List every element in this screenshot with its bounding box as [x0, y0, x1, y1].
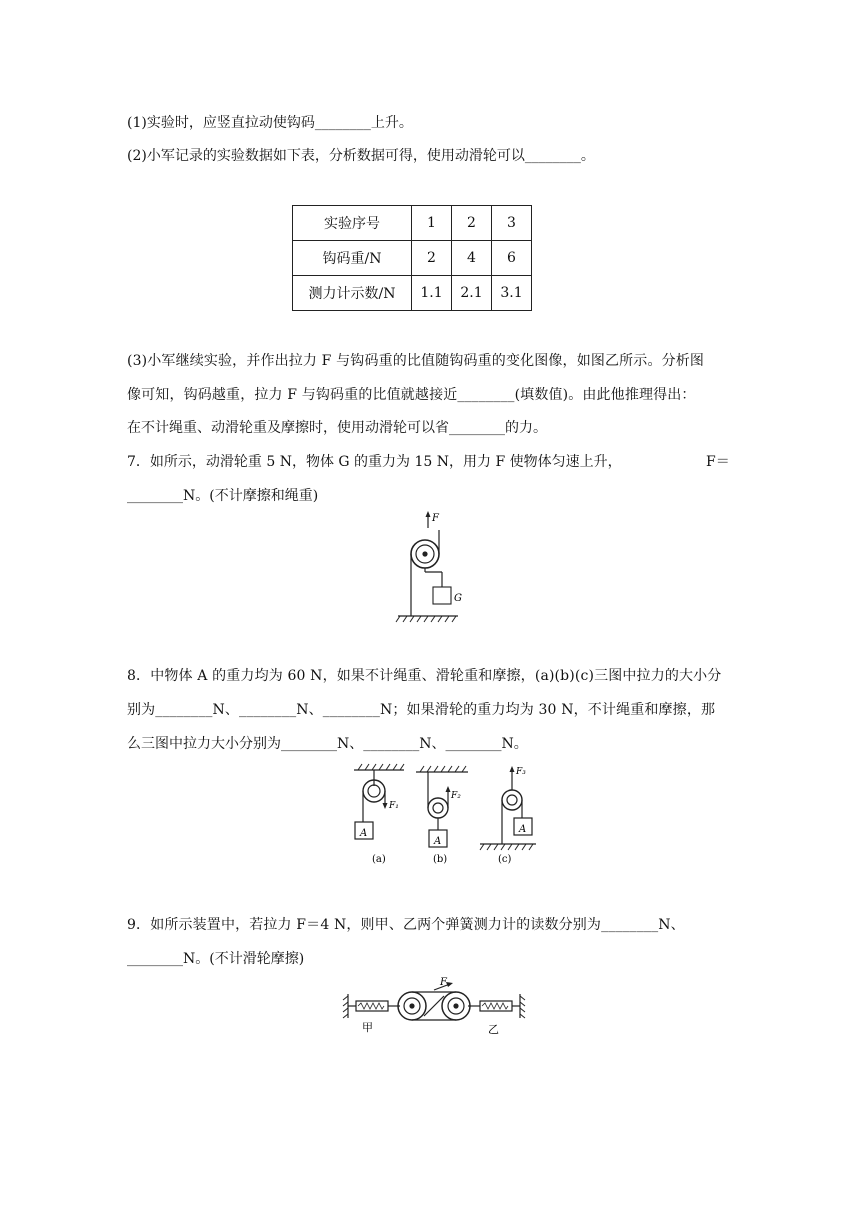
- q9-line1: 9．如所示装置中，若拉力 F＝4 N，则甲、乙两个弹簧测力计的读数分别为________N、: [127, 917, 685, 933]
- table-header-cell: 实验序号: [293, 206, 412, 241]
- q7-pulley-figure: [390, 510, 470, 625]
- q8-c-block-label: A: [519, 824, 527, 835]
- q6-part3-line2: 像可知，钩码越重，拉力 F 与钩码重的比值就越接近________(填数值)。由此他推理得出：: [127, 387, 696, 403]
- q8-c-force-label: F₃: [516, 767, 526, 777]
- q6-part2-text: (2)小军记录的实验数据如下表，分析数据可得，使用动滑轮可以________。: [127, 148, 595, 164]
- q8-line2: 别为________N、________N、________N；如果滑轮的重力均为 30 N，不计绳重和摩擦，那: [127, 702, 716, 718]
- q8-a-force-label: F₁: [389, 801, 399, 811]
- q9-line2: ________N。(不计滑轮摩擦): [127, 951, 305, 967]
- q8-c-caption: (c): [498, 854, 512, 865]
- table-cell: 2.1: [452, 276, 492, 311]
- q7-line1-answer-label: F＝: [706, 454, 730, 470]
- q8-a-block-label: A: [360, 828, 368, 839]
- table-cell: 6: [492, 241, 532, 276]
- table-cell: 1.1: [412, 276, 452, 311]
- q8-b-block-label: A: [434, 836, 442, 847]
- q6-part3-line3: 在不计绳重、动滑轮重及摩擦时，使用动滑轮可以省________的力。: [127, 420, 547, 436]
- q8-pulley-figures: [346, 760, 546, 868]
- q8-b-caption: (b): [433, 854, 448, 865]
- table-cell: 3: [492, 206, 532, 241]
- q6-part1-text: (1)实验时，应竖直拉动使钩码________上升。: [127, 115, 413, 131]
- table-cell: 2: [452, 206, 492, 241]
- q7-weight-label: G: [454, 593, 462, 604]
- q8-a-caption: (a): [372, 854, 386, 865]
- table-row: [293, 276, 532, 311]
- q8-line3: 么三图中拉力大小分别为________N、________N、________N。: [127, 736, 528, 752]
- q9-left-scale-label: 甲: [362, 1021, 373, 1034]
- table-header-cell: 测力计示数/N: [293, 276, 412, 311]
- q9-spring-scale-figure: [340, 976, 530, 1040]
- table-row: [293, 241, 532, 276]
- q7-force-label: F: [432, 513, 439, 524]
- q7-line1: 7．如所示，动滑轮重 5 N，物体 G 的重力为 15 N，用力 F 使物体匀速上升，: [127, 454, 622, 470]
- q8-b-force-label: F₂: [451, 791, 461, 801]
- q7-line2: ________N。(不计摩擦和绳重): [127, 488, 319, 504]
- table-cell: 3.1: [492, 276, 532, 311]
- q9-force-label: F: [440, 977, 447, 988]
- q8-line1: 8．中物体 A 的重力均为 60 N，如果不计绳重、滑轮重和摩擦，(a)(b)(c)三图中拉力的大小分: [127, 668, 722, 684]
- table-cell: 1: [412, 206, 452, 241]
- table-header-cell: 钩码重/N: [293, 241, 412, 276]
- table-cell: 2: [412, 241, 452, 276]
- table-row: [293, 206, 532, 241]
- q6-part3-line1: (3)小军继续实验，并作出拉力 F 与钩码重的比值随钩码重的变化图像，如图乙所示。分析图: [127, 353, 705, 369]
- table-cell: 4: [452, 241, 492, 276]
- q6-data-table: [292, 205, 532, 311]
- q9-right-scale-label: 乙: [488, 1023, 499, 1036]
